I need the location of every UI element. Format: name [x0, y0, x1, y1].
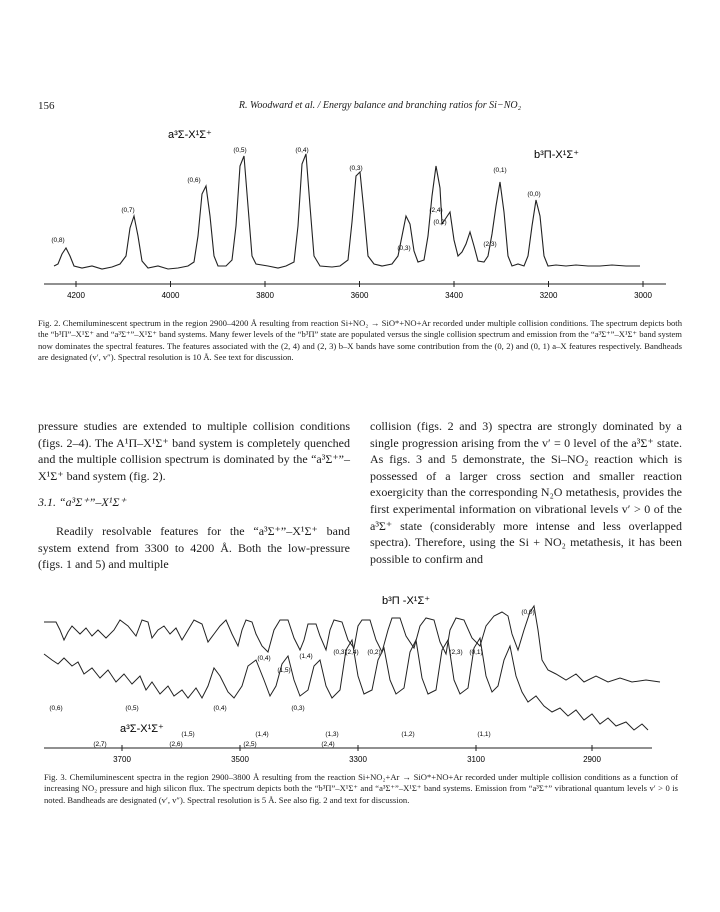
fig3-a-bandhead-label: (1,3) — [325, 731, 339, 738]
fig2-bandhead-label: (0,3) — [349, 165, 363, 172]
fig2-spectrum-trace — [54, 154, 640, 269]
body-column-left — [38, 418, 350, 573]
fig3-a-bandhead-label: (2,5) — [243, 741, 257, 748]
figure-3-caption: Fig. 3. Chemiluminescent spectra in the region 2900–3800 Å resulting from the reaction Si+NO₂+Ar → SiO*+NO+Ar recorded under multiple collision conditions as a function of increasing NO₂ pressure and high silicon flux. The spectrum depicts both the “b³Π”–X¹Σ⁺ and “a³Σ⁺”–X¹Σ⁺ band systems. Emission from “a³Σ⁺” vibrational quantum levels v′ > 0 is noted. Bandheads are designated (v′, v″). Spectral resolution is 5 Å. See also fig. 2 and text for discussion. — [44, 772, 678, 805]
fig2-axis-tick-label: 4200 — [67, 291, 85, 300]
fig3-b-bandhead-label: (2,3) — [449, 649, 463, 656]
fig2-bandhead-label: (0,2) — [433, 219, 447, 226]
fig2-bandhead-label: (0,5) — [233, 147, 247, 154]
fig3-b-bandhead-label: (1,5) — [277, 667, 291, 674]
page-number: 156 — [38, 100, 55, 112]
running-head: R. Woodward et al. / Energy balance and branching ratios for Si−NO₂ — [238, 100, 522, 111]
fig2-bandhead-label: (0,4) — [295, 147, 309, 154]
fig3-a-bandhead-label: (1,4) — [255, 731, 269, 738]
section-heading: 3.1. “a³Σ⁺”–X¹Σ⁺ — [38, 495, 126, 510]
paragraph: pressure studies are extended to multiple collision conditions (figs. 2–4). The A¹Π–X¹Σ⁺ band system is completely quenched and the multiple collision spectrum is dominated by the “a³Σ⁺”–X¹Σ⁺ band system (fig. 2). — [38, 419, 350, 483]
fig3-axis-tick-label: 3100 — [467, 755, 485, 764]
fig3-a-bandhead-label: (2,6) — [169, 741, 183, 748]
fig3-a-bandhead-label: (2,7) — [93, 741, 107, 748]
fig3-a-bandhead-label: (2,4) — [321, 741, 335, 748]
fig3-b-bandhead-label: (0,1) — [469, 649, 483, 656]
figure-2-caption: Fig. 2. Chemiluminescent spectrum in the region 2900–4200 Å resulting from reaction Si+NO₂ → SiO*+NO+Ar recorded under multiple collision conditions. The spectrum depicts both the “b³Π”–X¹Σ⁺ and “a³Σ⁺”–X¹Σ⁺ band systems. Many fewer levels of the “b³Π” state are populated versus the single collision spectrum and emission from the “a³Σ⁺”–X¹Σ⁺ band system now dominates the spectral features. The features associated with the (2, 4) and (2, 3) b–X bands have some contribution from the (0, 2) and (0, 1) a–X features respectively. Bandheads are designated (v′, v″). Spectral resolution is 10 Å. See text for discussion. — [38, 318, 682, 363]
fig3-b-bandhead-label: (0,0) — [521, 609, 535, 616]
fig2-bandhead-label: (0,3) — [397, 245, 411, 252]
fig3-a-bandhead-label: (0,4) — [213, 705, 227, 712]
fig2-axis-tick-label: 3400 — [445, 291, 463, 300]
fig2-axis-tick-label: 4000 — [161, 291, 180, 300]
fig2-axis-tick-label: 3800 — [256, 291, 274, 300]
paragraph: collision (figs. 2 and 3) spectra are strongly dominated by a single progression arising from the v′ = 0 level of the a³Σ⁺ state. As figs. 3 and 5 demonstrate, the Si–NO₂ reaction which is possessed of a larger cross section and smaller reaction exoergicity than the corresponding N₂O metathesis, provides the first experimental information on vibrational levels v′ > 0 of the a³Σ⁺ state (considerably more intense and less overlapped spectra). Therefore, using the Si + NO₂ metathesis, it has been possible to confirm and — [370, 419, 682, 566]
fig2-band-labels — [51, 147, 540, 252]
fig3-axis-tick-label: 3300 — [349, 755, 367, 764]
fig3-a-bandhead-label: (1,1) — [477, 731, 491, 738]
fig3-a-bandhead-label: (0,5) — [125, 705, 139, 712]
figure-2-spectrum — [36, 116, 676, 316]
body-column-right — [370, 418, 682, 567]
fig2-axis-tick-label: 3000 — [634, 291, 652, 300]
fig2-bandhead-label: (2,4) — [429, 207, 443, 214]
fig3-axis-tick-label: 3700 — [113, 755, 131, 764]
fig3-a-bandhead-label: (1,5) — [181, 731, 195, 738]
fig2-bandhead-label: (2,3) — [483, 241, 497, 248]
fig3-b-bandhead-label: (2,4) — [345, 649, 359, 656]
fig2-system-label-left: a³Σ-X¹Σ⁺ — [168, 129, 212, 141]
fig3-spectrum-upper — [44, 606, 660, 682]
fig3-system-label-left: a³Σ-X¹Σ⁺ — [120, 723, 164, 735]
fig3-a-band-labels — [49, 705, 490, 748]
fig2-axis-tick-label: 3200 — [539, 291, 558, 300]
fig2-axis-tick-label: 3600 — [350, 291, 369, 300]
fig3-a-bandhead-label: (0,3) — [291, 705, 305, 712]
fig3-a-bandhead-label: (1,2) — [401, 731, 415, 738]
fig3-system-label-top: b³Π -X¹Σ⁺ — [382, 595, 431, 607]
fig3-a-bandhead-label: (0,6) — [49, 705, 63, 712]
fig3-b-bandhead-label: (1,4) — [299, 653, 313, 660]
fig2-bandhead-label: (0,8) — [51, 237, 65, 244]
fig3-b-bandhead-label: (0,2) — [367, 649, 381, 656]
fig2-bandhead-label: (0,7) — [121, 207, 135, 214]
figure-3-spectra — [36, 590, 676, 770]
fig3-axis-tick-label: 3500 — [231, 755, 249, 764]
fig2-bandhead-label: (0,6) — [187, 177, 201, 184]
fig3-b-bandhead-label: (0,4) — [257, 655, 271, 662]
fig2-bandhead-label: (0,1) — [493, 167, 507, 174]
fig2-bandhead-label: (0,0) — [527, 191, 541, 198]
fig2-system-label-right: b³Π-X¹Σ⁺ — [534, 149, 579, 161]
paragraph: Readily resolvable features for the “a³Σ⁺”–X¹Σ⁺ band system extend from 3300 to 4200 Å. Both the low-pressure (figs. 1 and 5) and multiple — [38, 523, 350, 572]
fig3-axis-tick-label: 2900 — [583, 755, 601, 764]
fig3-b-band-labels — [257, 609, 534, 674]
fig3-b-bandhead-label: (0,3) — [333, 649, 347, 656]
